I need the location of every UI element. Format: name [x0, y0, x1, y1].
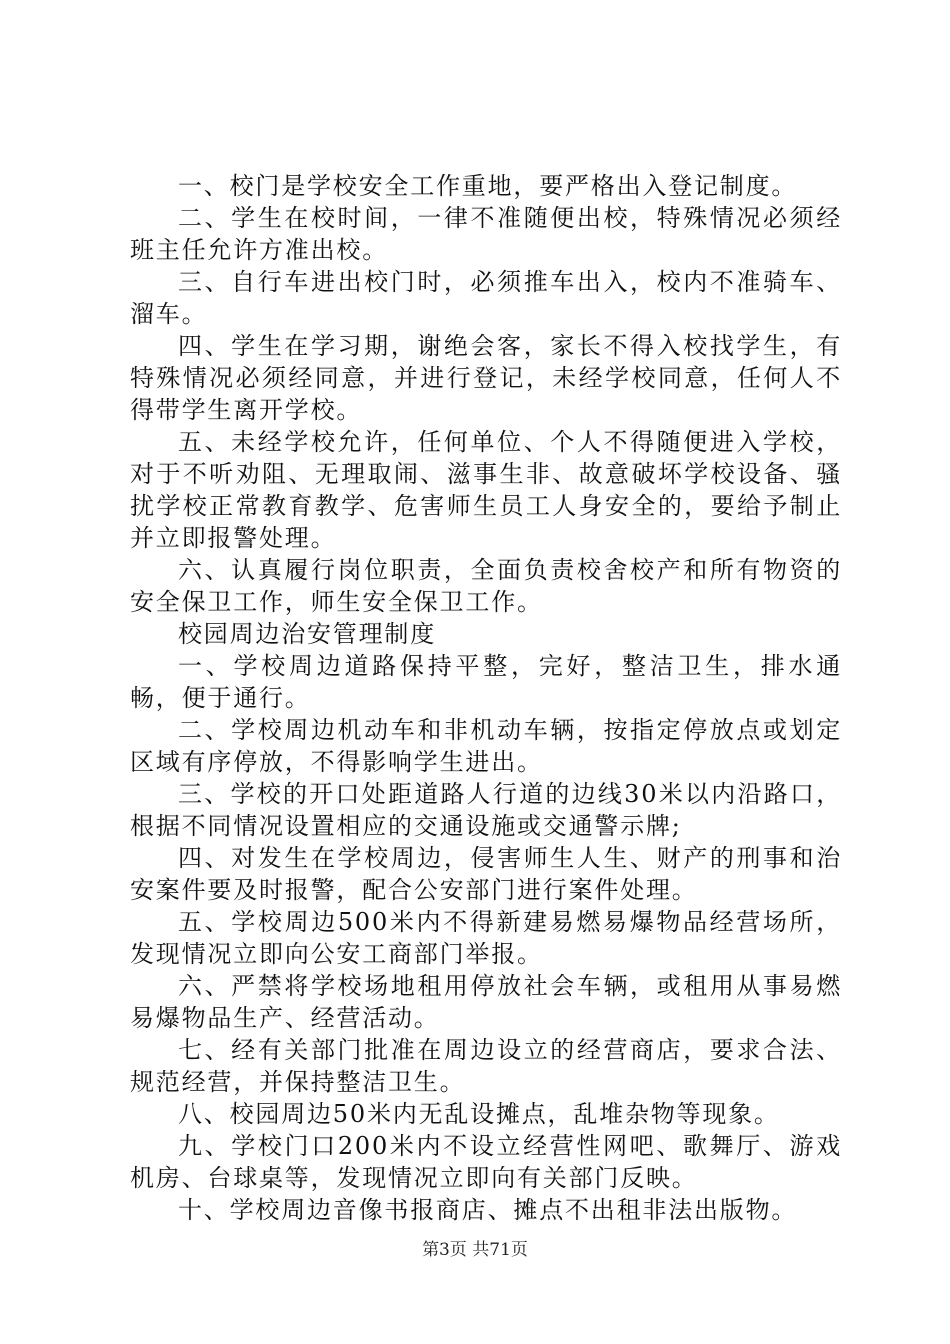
paragraph-entertainment-venues: 九、学校门口200米内不设立经营性网吧、歌舞厅、游戏机房、台球桌等，发现情况立即向有关部门反映。	[130, 1132, 842, 1192]
document-body	[130, 170, 842, 1226]
paragraph-flammable-goods: 五、学校周边500米内不得新建易燃易爆物品经营场所，发现情况立即向公安工商部门举报。	[130, 908, 842, 968]
paragraph-entry-permission: 五、未经学校允许，任何单位、个人不得随便进入学校，对于不听劝阻、无理取闹、滋事生非、故意破坏学校设备、骚扰学校正常教育教学、危害师生员工人身安全的，要给予制止并立即报警处理。	[130, 428, 842, 552]
paragraph-road-condition: 一、学校周边道路保持平整，完好，整洁卫生，排水通畅，便于通行。	[130, 652, 842, 712]
paragraph-street-stalls: 八、校园周边50米内无乱设摊点，乱堆杂物等现象。	[178, 1100, 780, 1128]
paragraph-site-rental: 六、严禁将学校场地租用停放社会车辆，或租用从事易燃易爆物品生产、经营活动。	[130, 972, 842, 1032]
section-heading: 校园周边治安管理制度	[178, 620, 436, 648]
paragraph-bicycle-rule: 三、自行车进出校门时，必须推车出入，校内不准骑车、溜车。	[130, 268, 842, 328]
page-number-footer: 第3页 共71页	[422, 1240, 528, 1260]
paragraph-student-leave: 二、学生在校时间，一律不准随便出校，特殊情况必须经班主任允许方准出校。	[130, 204, 842, 264]
paragraph-traffic-signs: 三、学校的开口处距道路人行道的边线30米以内沿路口，根据不同情况设置相应的交通设施或交通警示牌;	[130, 780, 842, 840]
paragraph-visitor-rule: 四、学生在学习期，谢绝会客，家长不得入校找学生，有特殊情况必须经同意，并进行登记，未经学校同意，任何人不得带学生离开学校。	[130, 332, 842, 424]
paragraph-duty-responsibility: 六、认真履行岗位职责，全面负责校舍校产和所有物资的安全保卫工作，师生安全保卫工作。	[130, 556, 842, 616]
paragraph-shop-regulation: 七、经有关部门批准在周边设立的经营商店，要求合法、规范经营，并保持整洁卫生。	[130, 1036, 842, 1096]
paragraph-crime-reporting: 四、对发生在学校周边，侵害师生人生、财产的刑事和治安案件要及时报警，配合公安部门进行案件处理。	[130, 844, 842, 904]
paragraph-vehicle-parking: 二、学校周边机动车和非机动车辆，按指定停放点或划定区域有序停放，不得影响学生进出。	[130, 716, 842, 776]
paragraph-gate-registration: 一、校门是学校安全工作重地，要严格出入登记制度。	[178, 172, 798, 200]
paragraph-publications: 十、学校周边音像书报商店、摊点不出租非法出版物。	[178, 1196, 798, 1224]
